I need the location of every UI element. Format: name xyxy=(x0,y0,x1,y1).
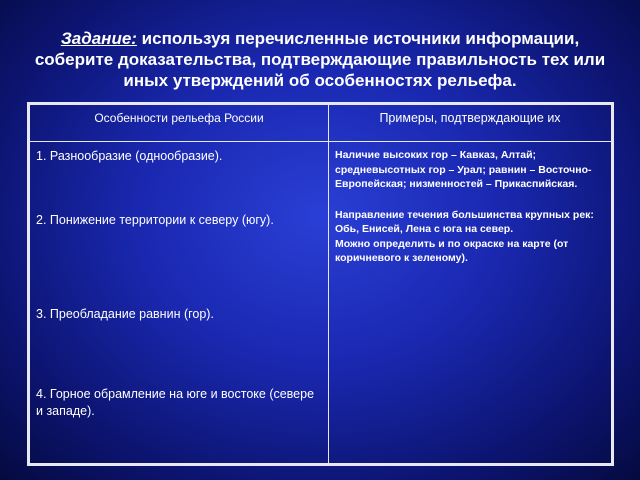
table-body-row xyxy=(30,142,612,464)
slide-title xyxy=(20,28,620,91)
header-features: Особенности рельефа России xyxy=(30,105,329,142)
table-header-row xyxy=(30,105,612,142)
feature-mountain-frame: 4. Горное обрамление на юге и востоке (севере и западе). xyxy=(36,387,315,418)
relief-table xyxy=(27,102,614,466)
task-label: Задание: xyxy=(60,29,137,48)
feature-plains: 3. Преобладание равнин (гор). xyxy=(36,307,214,321)
examples-cell xyxy=(329,142,612,464)
task-text: используя перечисленные источники информации, соберите доказательства, подтверждающие правильность тех или иных утверждений об особенностях рельефа. xyxy=(34,29,606,90)
header-examples: Примеры, подтверждающие их xyxy=(329,105,612,142)
feature-lowering: 2. Понижение территории к северу (югу). xyxy=(36,213,274,227)
example-rivers: Направление течения большинства крупных рек: Обь, Енисей, Лена с юга на север. xyxy=(335,208,594,235)
features-cell xyxy=(30,142,329,464)
example-map-colors: Можно определить и по окраске на карте (от коричневого к зеленому). xyxy=(335,237,569,264)
feature-diversity: 1. Разнообразие (однообразие). xyxy=(36,149,223,163)
example-mountains: Наличие высоких гор – Кавказ, Алтай; средневысотных гор – Урал; равнин – Восточно-Европейская; низменностей – Прикаспийская. xyxy=(335,149,592,190)
